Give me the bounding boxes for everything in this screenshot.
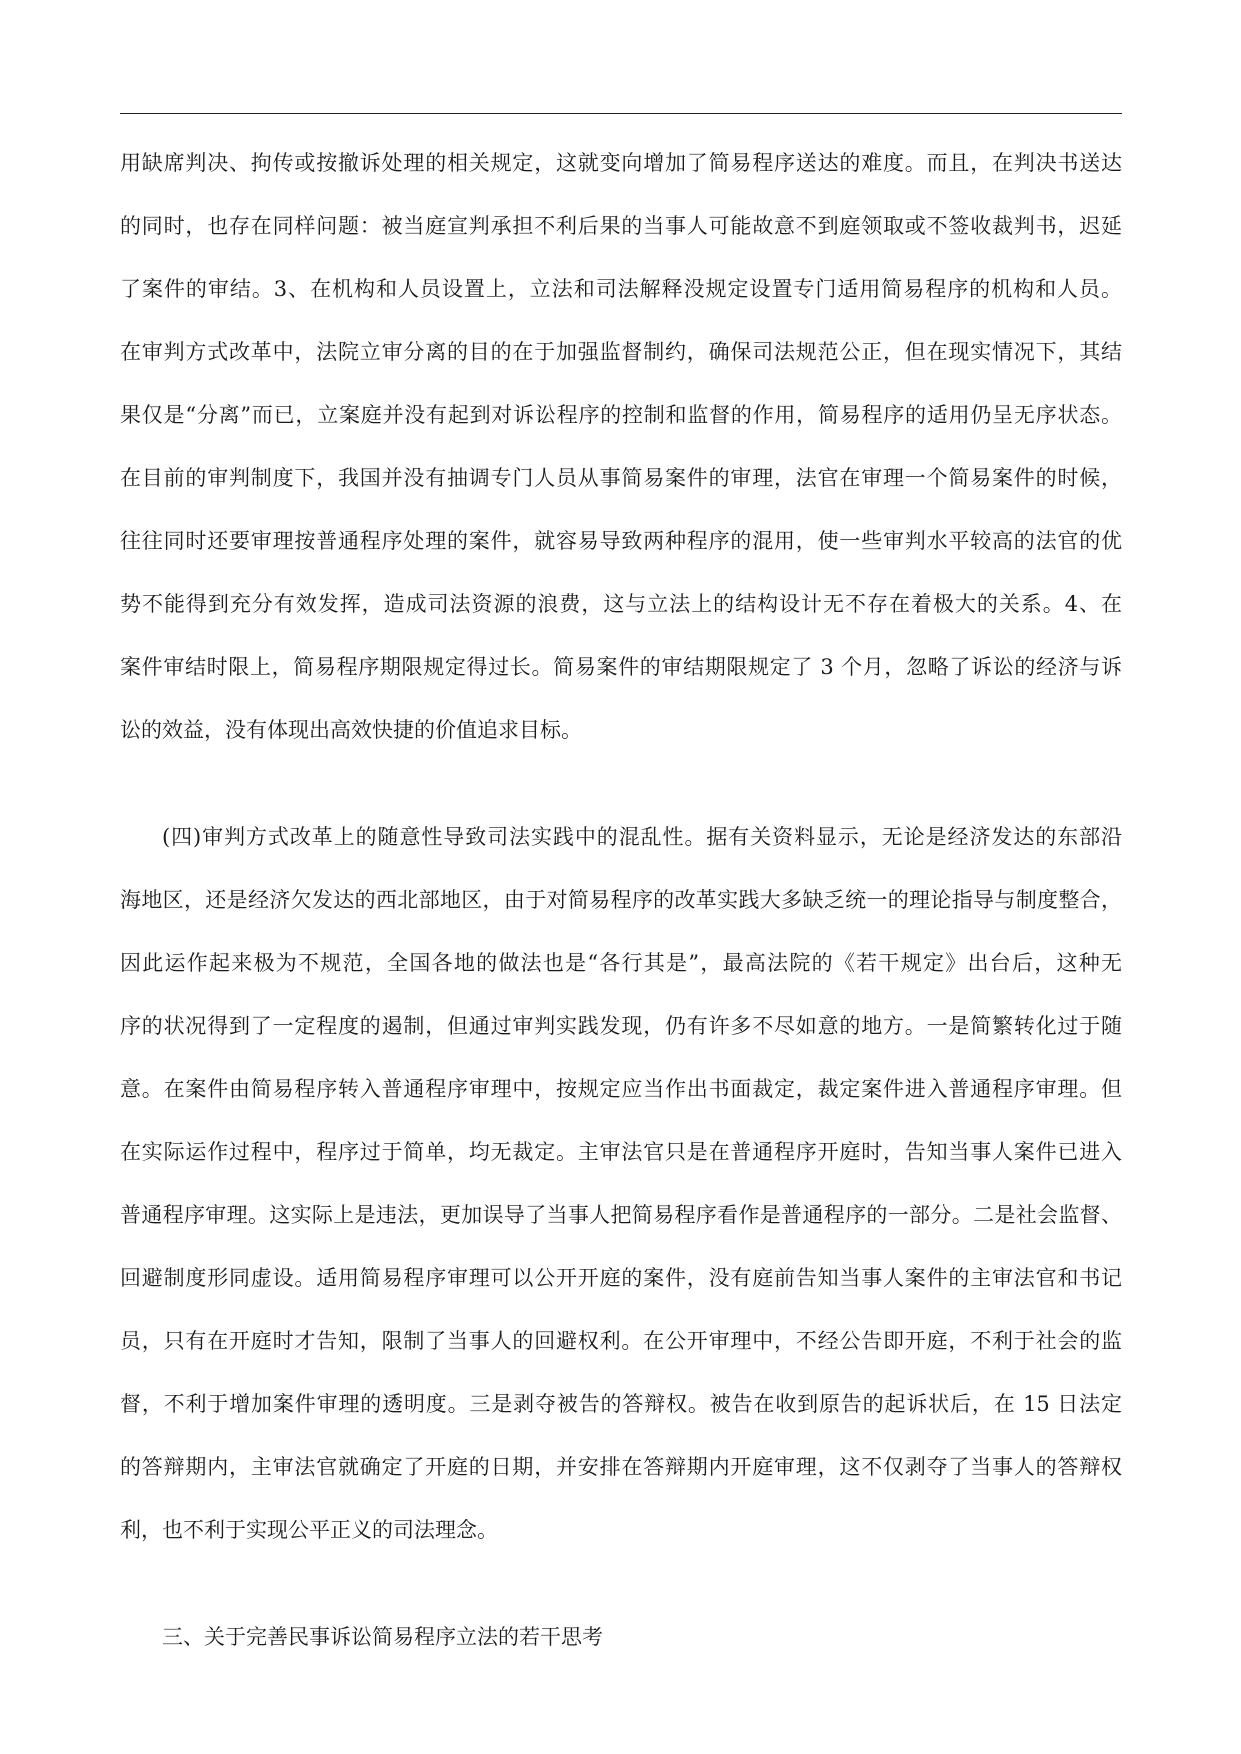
- paragraph-line: 利，也不利于实现公平正义的司法理念。: [120, 1518, 498, 1542]
- paragraph-line: 用缺席判决、拘传或按撤诉处理的相关规定，这就变向增加了简易程序送达的难度。而且，在判决书送达: [120, 151, 1122, 175]
- paragraph-line: 果仅是“分离”而已，立案庭并没有起到对诉讼程序的控制和监督的作用，简易程序的适用仍呈无序状态。: [120, 403, 1122, 427]
- paragraph-gap: [120, 1562, 1122, 1606]
- paragraph-line: 因此运作起来极为不规范，全国各地的做法也是“各行其是”，最高法院的《若干规定》出台后，这种无: [120, 951, 1122, 975]
- section-heading: 三、关于完善民事诉讼简易程序立法的若干思考: [162, 1625, 603, 1649]
- paragraph-line: 案件审结时限上，简易程序期限规定得过长。简易案件的审结期限规定了 3 个月，忽略了诉讼的经济与诉: [120, 655, 1122, 679]
- document-page: [120, 0, 1122, 1754]
- paragraph-line: 势不能得到充分有效发挥，造成司法资源的浪费，这与立法上的结构设计无不存在着极大的关系。4、在: [120, 592, 1122, 616]
- paragraph-line: 普通程序审理。这实际上是违法，更加误导了当事人把简易程序看作是普通程序的一部分。二是社会监督、: [120, 1203, 1122, 1227]
- paragraph-1: [120, 132, 1122, 762]
- paragraph-line: (四)审判方式改革上的随意性导致司法实践中的混乱性。据有关资料显示，无论是经济发达的东部沿: [162, 825, 1122, 849]
- paragraph-line: 在审判方式改革中，法院立审分离的目的在于加强监督制约，确保司法规范公正，但在现实情况下，其结: [120, 340, 1122, 364]
- paragraph-line: 序的状况得到了一定程度的遏制，但通过审判实践发现，仍有许多不尽如意的地方。一是简繁转化过于随: [120, 1014, 1122, 1038]
- paragraph-line: 回避制度形同虚设。适用简易程序审理可以公开开庭的案件，没有庭前告知当事人案件的主审法官和书记: [120, 1266, 1122, 1290]
- paragraph-line: 督，不利于增加案件审理的透明度。三是剥夺被告的答辩权。被告在收到原告的起诉状后，在 15 日法定: [120, 1392, 1122, 1416]
- header-rule: [120, 113, 1122, 114]
- paragraph-line: 了案件的审结。3、在机构和人员设置上，立法和司法解释没规定设置专门适用简易程序的机构和人员。: [120, 277, 1122, 301]
- paragraph-line: 的同时，也存在同样问题：被当庭宣判承担不利后果的当事人可能故意不到庭领取或不签收裁判书，迟延: [120, 214, 1122, 238]
- paragraph-line: 在目前的审判制度下，我国并没有抽调专门人员从事简易案件的审理，法官在审理一个简易案件的时候，: [120, 466, 1122, 490]
- paragraph-2: [120, 806, 1122, 1562]
- paragraph-line: 往往同时还要审理按普通程序处理的案件，就容易导致两种程序的混用，使一些审判水平较高的法官的优: [120, 529, 1122, 553]
- paragraph-line: 意。在案件由简易程序转入普通程序审理中，按规定应当作出书面裁定，裁定案件进入普通程序审理。但: [120, 1077, 1122, 1101]
- paragraph-line: 的答辩期内，主审法官就确定了开庭的日期，并安排在答辩期内开庭审理，这不仅剥夺了当事人的答辩权: [120, 1455, 1122, 1479]
- paragraph-line: 员，只有在开庭时才告知，限制了当事人的回避权利。在公开审理中，不经公告即开庭，不利于社会的监: [120, 1329, 1122, 1353]
- paragraph-line: 讼的效益，没有体现出高效快捷的价值追求目标。: [120, 718, 582, 742]
- paragraph-gap: [120, 762, 1122, 806]
- paragraph-line: 在实际运作过程中，程序过于简单，均无裁定。主审法官只是在普通程序开庭时，告知当事人案件已进入: [120, 1140, 1122, 1164]
- paragraph-line: 海地区，还是经济欠发达的西北部地区，由于对简易程序的改革实践大多缺乏统一的理论指导与制度整合，: [120, 888, 1122, 912]
- body-text: [120, 132, 1122, 1669]
